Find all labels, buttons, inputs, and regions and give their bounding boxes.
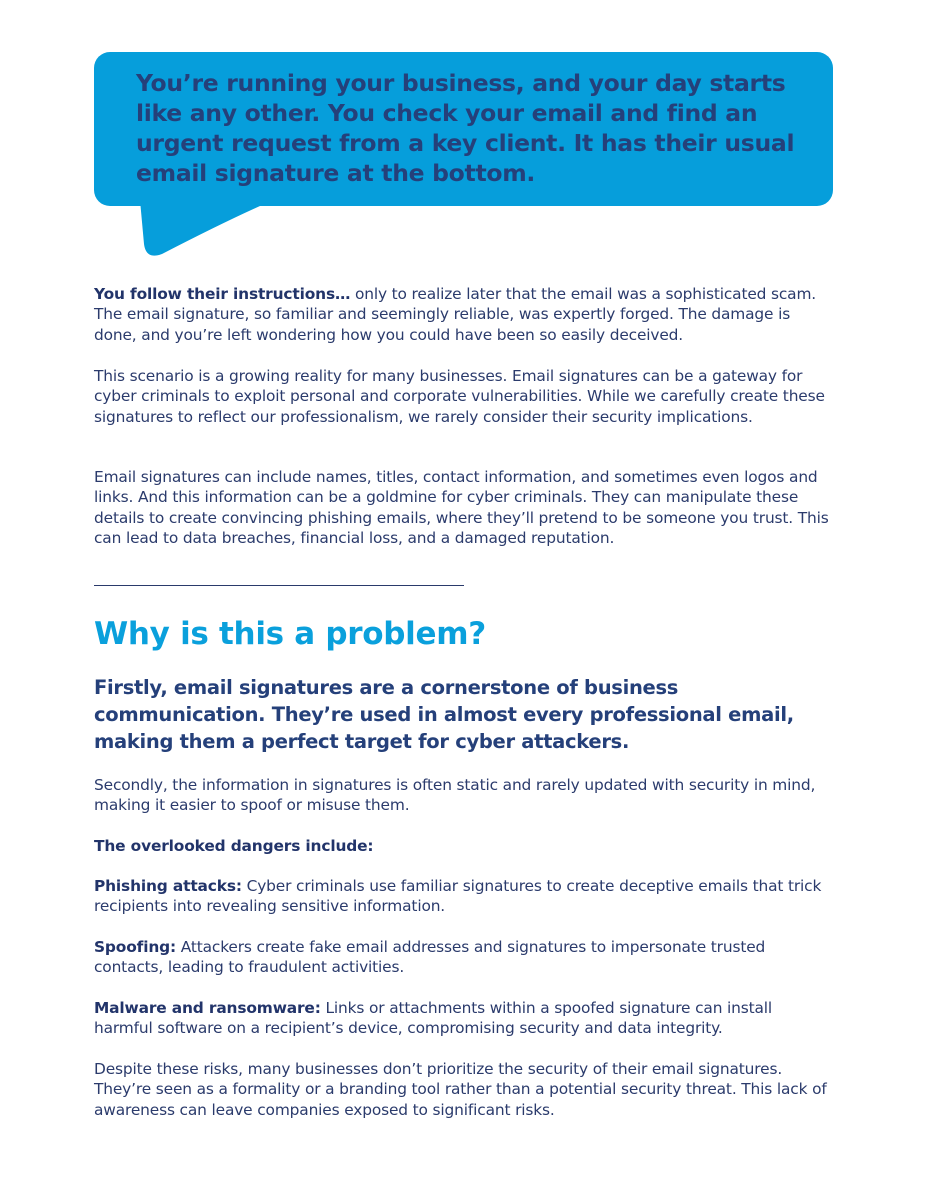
danger-text: Links or attachments within a spoofed signature can install harmful software on a recipient’s device, compromising security and data integrity. <box>94 999 773 1038</box>
callout-text: You’re running your business, and your day starts like any other. You check your email and find an urgent request from a key client. It has their usual email signature at the bottom. <box>136 69 795 187</box>
section-lead: Firstly, email signatures are a cornerstone of business communication. They’re used in almost every professional email, making them a perfect target for cyber attackers. <box>94 676 794 753</box>
intro-paragraph-2: This scenario is a growing reality for many businesses. Email signatures can be a gateway for cyber criminals to exploit personal and corporate vulnerabilities. While we carefully create these signatures to reflect our professionalism, we rarely consider their security implications. <box>94 367 825 426</box>
speech-bubble-tail <box>140 200 270 260</box>
section-title: Why is this a problem? <box>94 616 486 652</box>
danger-text: Cyber criminals use familiar signatures to create deceptive emails that trick recipients into revealing sensitive information. <box>94 877 822 916</box>
danger-label: Spoofing: <box>94 938 176 956</box>
secondly-paragraph: Secondly, the information in signatures is often static and rarely updated with security in mind, making it easier to spoof or misuse them. <box>94 776 816 815</box>
dangers-heading-text: The overlooked dangers include: <box>94 837 374 855</box>
danger-label: Phishing attacks: <box>94 877 242 895</box>
danger-label: Malware and ransomware: <box>94 999 321 1017</box>
closing-paragraph: Despite these risks, many businesses don’t prioritize the security of their email signatures. They’re seen as a formality or a branding tool rather than a potential security threat. This lack of awareness can leave companies exposed to significant risks. <box>94 1060 827 1119</box>
section-divider <box>94 585 464 586</box>
dangers-heading <box>94 836 834 856</box>
danger-item-malware <box>94 998 834 1039</box>
intro-paragraph-1-text: only to realize later that the email was a sophisticated scam. The email signature, so familiar and seemingly reliable, was expertly forged. The damage is done, and you’re left wondering how you could have been so easily deceived. <box>94 285 817 344</box>
danger-item-spoofing <box>94 937 834 978</box>
intro-bold-lead: You follow their instructions… <box>94 285 351 303</box>
danger-text: Attackers create fake email addresses and signatures to impersonate trusted contacts, leading to fraudulent activities. <box>94 938 766 977</box>
danger-item-phishing <box>94 876 834 917</box>
intro-paragraph-3: Email signatures can include names, titles, contact information, and sometimes even logos and links. And this information can be a goldmine for cyber criminals. They can manipulate these details to create convincing phishing emails, where they’ll pretend to be someone you trust. This can lead to data breaches, financial loss, and a damaged reputation. <box>94 468 829 547</box>
intro-paragraph-1 <box>94 284 834 345</box>
